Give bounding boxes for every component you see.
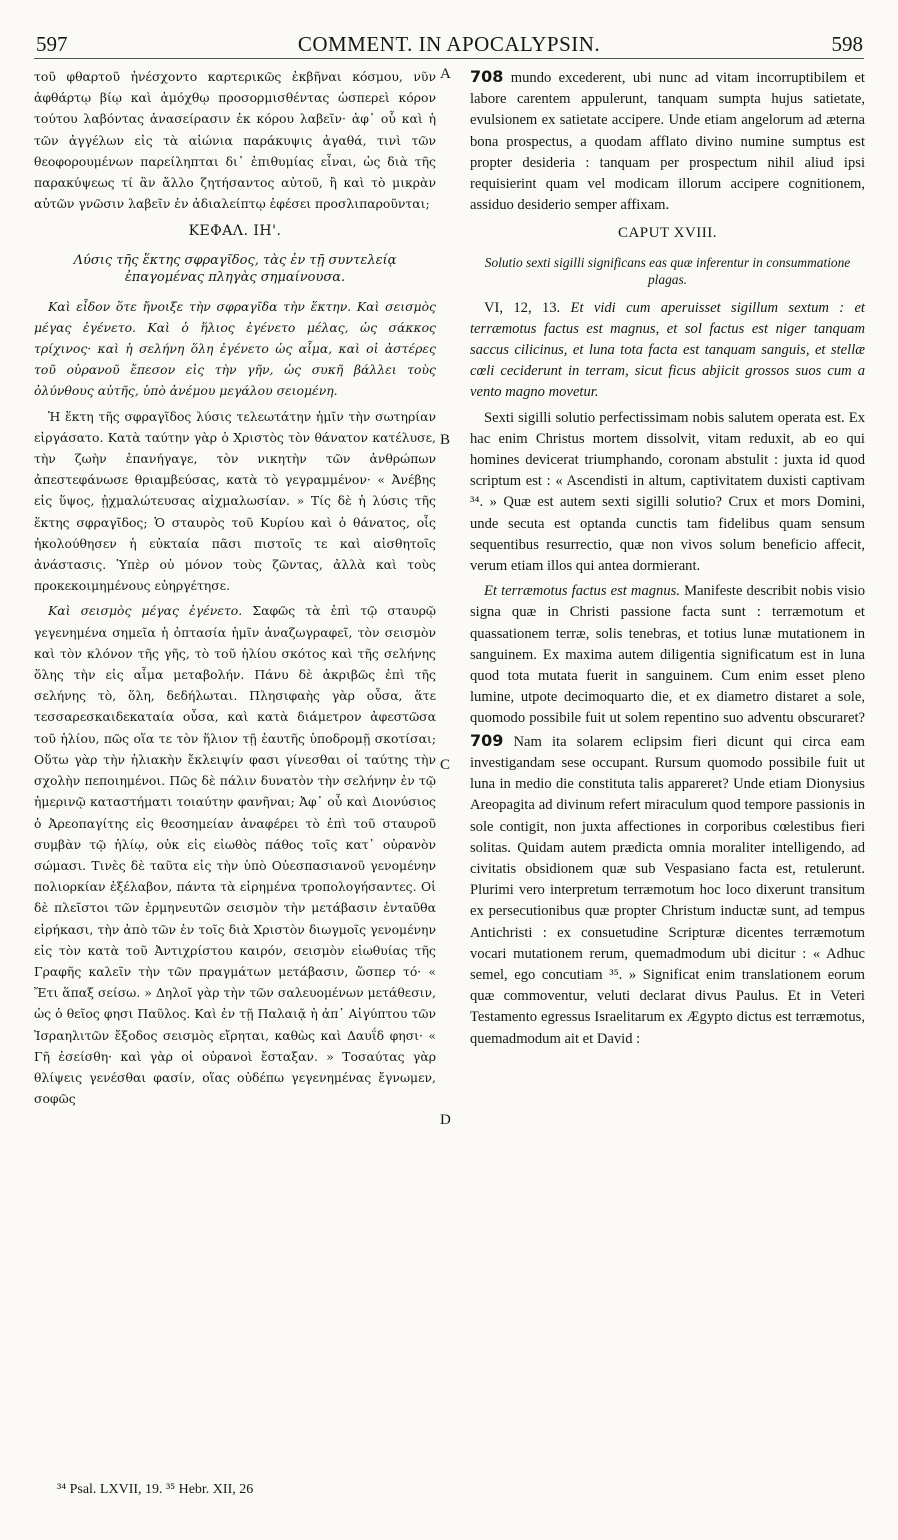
column-number-708: 708	[470, 67, 504, 86]
header-rule	[34, 58, 864, 59]
footnotes: ³⁴ Psal. LXVII, 19. ³⁵ Hebr. XII, 26	[57, 1482, 254, 1497]
latin-text: mundo excederent, ubi nunc ad vitam incorruptibilem et labore carentem appulerunt, tanquam sumpta hujus satietate, evulsionem ex satietate accipere. Unde etiam angelorum ad æterna bona prospectus, a quodam afflato divino numine sumptus est propter desideria : tanquam per prospectum nihil aliud ipsi requisierint quam vel modicam illorum accipere cognitionem, assiduo desiderio semper affixam.	[470, 70, 865, 214]
greek-paragraph	[34, 600, 436, 1109]
latin-text: Nam ita solarem eclipsim fieri dicunt qui circa eam investigandam sese occupant. Rursum quomodo possibile fuit ut luna in medio die constituta talis appareret? Unde etiam Dionysius Areopagita ad divinum refert miraculum quod tempore passionis in sole contigit, non juxta affectiones in corporibus cœlestibus fieri solitas. Quidam autem prædicta omnia moraliter intelligendo, ad civitatis obsidionem quæ sub Vespasiano facta est, retulerunt. Plurimi vero interpretum terræmotum hoc loco dixerunt transitum ex persecutionibus quæ propter Christum inductæ sunt, ad tempus Antichristi : ex consuetudine Scripturæ dicentes terræmotum vocari mutationem rerum, quemadmodum ubi dicitur : « Adhuc semel, ego concutiam ³⁵. » Significat enim translationem eorum quæ commoventur, veluti declarat divus Paulus. Et in Veteri Testamento egressus Israelitarum ex Ægypto dictus est terræmotus, quemadmodum ait et David :	[470, 733, 865, 1047]
margin-letter-b: B	[440, 432, 451, 448]
margin-letter-a: A	[440, 66, 451, 82]
page-header	[0, 0, 898, 60]
greek-verse: Καὶ εἶδον ὅτε ἤνοιξε τὴν σφραγῖδα τὴν ἕκτην. Καὶ σεισμὸς μέγας ἐγένετο. Καὶ ὁ ἥλιος ἐγένετο μέλας, ὡς σάκκος τρίχινος· καὶ ἡ σελήνη ὅλη ἐγένετο ὡς αἷμα, καὶ οἱ ἀστέρες τοῦ οὐρανοῦ ἔπεσον εἰς τὴν γῆν, ὡς συκῆ βάλλει τοὺς ὀλύνθους αὐτῆς, ὑπὸ ἀνέμου μεγάλου σειομένη.	[34, 298, 436, 399]
greek-text: Σαφῶς τὰ ἐπὶ τῷ σταυρῷ γεγενημένα σημεῖα ἡ ὀπτασία ἡμῖν ἀναζωγραφεῖ, τὸν σεισμὸν καὶ τὸν κλόνον τῆς γῆς, τὸ τοῦ ἡλίου σκότος καὶ τῆς σελήνης ὅλης τὴν εἰς αἷμα μεταβολήν. Πάνυ δὲ ἀκριβῶς ἐπὶ τῆς σελήνης τὸ, ὅλη, δεδήλωται. Πλησιφαὴς γὰρ οὖσα, ἅτε τεσσαρεσκαιδεκαταία οὖσα, καὶ κατὰ διάμετρον ἀφεστῶσα τοῦ ἡλίου, πῶς οἵα τε τὸν ἥλιον τῇ ἑαυτῆς ὑποδρομῇ σκοτίσαι; Οὕτω γὰρ τὴν ἡλιακὴν ἔκλειψίν φασι γίνεσθαι οἱ ταύτης τὴν σχολὴν πεποιημένοι. Πῶς δὲ πάλιν δυνατὸν τὴν σελήνην ἐν τῷ ἡμερινῷ καταστήματι τοιαύτην φανῆναι; Ἀφ᾽ οὗ καὶ Διονύσιος ὁ Ἀρεοπαγίτης εἰς θεοσημείαν ἀναφέρει τὸ ἐπὶ τοῦ σταυροῦ συμβὰν τῷ ἡλίῳ, οὐκ εἰς εἰωθὸς πάθος τοῖς κατ᾽ οὐρανὸν σώμασι. Τινὲς δὲ ταῦτα εἰς τὴν ὑπὸ Οὐεσπασιανοῦ γενομένην πολιορκίαν ἐξέλαβον, πάντα τὰ εἰρημένα τροπολογήσαντες. Οἱ δὲ πλεῖστοι τῶν ἑρμηνευτῶν σεισμὸν τὴν μετάβασιν ἐνταῦθα εἰρήκασι, τὴν ἀπὸ τῶν ἐν τοῖς διὰ Χριστὸν διωγμοῖς γενομένην εἰς τὸν κατὰ τοῦ Ἀντιχρίστου καιρόν, σεισμὸν εἰωθυίας τῆς Γραφῆς καλεῖν τὴν τῶν πραγμάτων μετάβασιν, ὥσπερ τό· « Ἔτι ἅπαξ σείσω. » Δηλοῖ γὰρ τὴν τῶν σαλευομένων μετάθεσιν, ὡς ὁ θεῖος φησι Παῦλος. Καὶ ἐν τῇ Παλαιᾷ ἡ ἀπ᾽ Αἰγύπτου τῶν Ἰσραηλιτῶν ἔξοδος σεισμὸς εἴρηται, καθὼς καὶ Δαυΐδ φησι· « Γῆ ἐσείσθη· καὶ γὰρ οἱ οὐρανοὶ ἔσταξαν. » Τοσαύτας γὰρ θλίψεις γενέσθαι φασίν, οἵας οὐδέπω γεγενημένας ἔγνωμεν, σοφῶς	[34, 603, 436, 1107]
latin-paragraph	[470, 66, 865, 216]
margin-letter-c: C	[440, 757, 451, 773]
latin-chapter-heading: CAPUT XVIII.	[617, 225, 718, 242]
right-page-number: 598	[831, 32, 863, 56]
greek-paragraph: τοῦ φθαρτοῦ ἠνέσχοντο καρτερικῶς ἐκβῆναι κόσμου, νῦν ἀφθάρτῳ βίῳ καὶ ἀμόχθῳ προσορμισθέντας ὡσπερεὶ κόρον τούτου λαβόντας ἀνασείρασιν ἐκ κόρου λαβεῖν· ἀφ᾽ οὗ καὶ ἡ τῶν ἀγγέλων εἰς τὰ αἰώνια παράκυψις ἀγαθά, τινὶ τῶν θεοφορουμένων παρείληπται δι᾽ ἐπιθυμίας εἶναι, ὡς διὰ τῆς παρακύψεως τί ἂν ἄλλο ζητήσαντος αὐτοῦ, ἢ καὶ τὸ μικρὰν αὐτῶν γνῶσιν λαβεῖν ἐν ἀδιαλείπτῳ ἐφέσει προσλιπαροῦνται;	[34, 69, 436, 212]
latin-chapter-subtitle: Solutio sexti sigilli significans eas quæ inferentur in consummatione plagas.	[484, 254, 851, 287]
margin-letter-d: D	[440, 1112, 451, 1128]
latin-paragraph: Sexti sigilli solutio perfectissimam nobis salutem operata est. Ex hac enim Christus mortem dissolvit, vitam reduxit, ab eo qui homines devicerat triumphando, coronam abstulit : juxta id quod scriptum est : « Ascendisti in altum, captivitatem duxisti captivam ³⁴. » Quæ est autem sexti sigilli solutio? Crux et mors Domini, unde secuta est optanda cunctis tam fidelibus quam sensum sequentibus resurrectio, quæ non vivos solum beneficio affecit, verum etiam illos qui antea dormierant.	[470, 409, 865, 575]
left-page-number: 597	[36, 32, 68, 56]
latin-verse-text: Et vidi cum aperuisset sigillum sextum : et terræmotus factus est magnus, et sol factus est niger tanquam saccus cilicinus, et luna tota facta est tanquam sanguis, et stellæ cœli ceciderunt in terram, sicut ficus abjicit grossos suos cum a vento magno movetur.	[470, 299, 865, 401]
latin-column	[470, 66, 865, 1050]
latin-text: Manifeste describit nobis visio signa quæ in Christi passione facta sunt : terræmotum et quassationem terræ, solis tenebras, et totius lunæ mutationem in sanguinem. Ex maxima autem diligentia significatum est in luna quod tota mutata fuerit in sanguinem. Cum enim esset pleno lumine, utpote decimoquarto die, et ex diametro distaret a sole, quomodo possibile fuit ut solem repentino suo adventu obscuraret?	[470, 583, 865, 727]
column-number-709: 709	[470, 730, 504, 750]
verse-reference: VI, 12, 13.	[484, 299, 561, 316]
greek-chapter-subtitle: Λύσις τῆς ἕκτης σφραγῖδος, τὰς ἐν τῇ συντελείᾳ ἐπαγομένας πληγὰς σημαίνουσα.	[73, 252, 397, 285]
latin-lemma: Et terræmotus factus est magnus.	[484, 583, 680, 600]
greek-paragraph: Ἡ ἕκτη τῆς σφραγῖδος λύσις τελεωτάτην ἡμῖν τὴν σωτηρίαν εἰργάσατο. Κατὰ ταύτην γὰρ ὁ Χριστὸς τὸν θάνατον κατέλυσε, τὴν ζωὴν ἐπανήγαγε, τὸν νικητὴν τῶν ἀνθρώπων ἀπεστεφάνωσε θριαμβεύσας, κατὰ τὸ γεγραμμένον· « Ἀνέβης εἰς ὕψος, ᾐχμαλώτευσας αἰχμαλωσίαν. » Τίς δὲ ἡ λύσις τῆς ἕκτης σφραγῖδος; Ὁ σταυρὸς τοῦ Κυρίου καὶ ὁ θάνατος, οἷς ἠκολούθησεν ἡ εὐκταία πᾶσι πιστοῖς τε καὶ αἰσθητοῖς ἀνάστασις. Ὑπὲρ οὐ μόνον τοὺς ζῶντας, ἀλλὰ καὶ τοὺς προκεκοιμημένους εὐηργέτησε.	[34, 408, 436, 594]
latin-verse	[470, 298, 865, 404]
greek-chapter-heading: ΚΕΦΑΛ. ΙΗ'.	[188, 223, 282, 240]
greek-lemma: Καὶ σεισμὸς μέγας ἐγένετο.	[48, 603, 243, 619]
greek-column	[34, 66, 436, 1109]
running-title: COMMENT. IN APOCALYPSIN.	[297, 32, 601, 56]
latin-paragraph	[470, 581, 865, 1049]
